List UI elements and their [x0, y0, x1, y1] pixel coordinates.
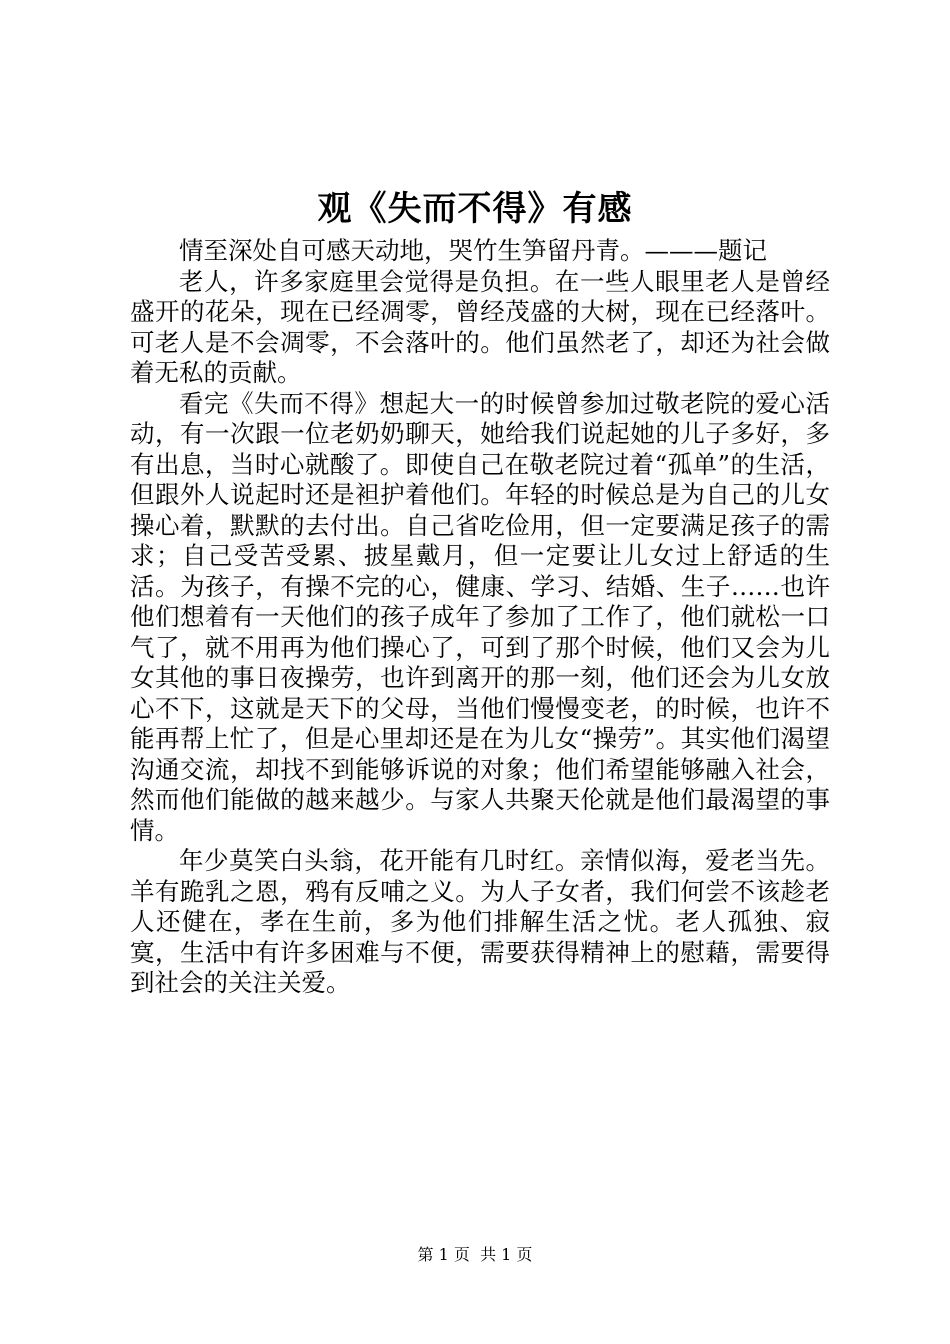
page-number: 第 1 页 [417, 1245, 470, 1264]
page-footer [0, 1244, 950, 1266]
page-total: 共 1 页 [480, 1245, 533, 1264]
epigraph-paragraph: 情至深处自可感天动地，哭竹生笋留丹青。———题记 [179, 236, 767, 265]
body-paragraph: 看完《失而不得》想起大一的时候曾参加过敬老院的爱心活动，有一次跟一位老奶奶聊天，她给我们说起她的儿子多好，多有出息，当时心就酸了。即使自己在敬老院过着“孤单”的生活，但跟外人说起时还是袒护着他们。年轻的时候总是为自己的儿女操心着，默默的去付出。自己省吃俭用，但一定要满足孩子的需求；自己受苦受累、披星戴月，但一定要让儿女过上舒适的生活。为孩子，有操不完的心，健康、学习、结婚、生子……也许他们想着有一天他们的孩子成年了参加了工作了，他们就松一口气了，就不用再为他们操心了，可到了那个时候，他们又会为儿女其他的事日夜操劳，也许到离开的那一刻，他们还会为儿女放心不下，这就是天下的父母，当他们慢慢变老，的时候，也许不能再帮上忙了，但是心里却还是在为儿女“操劳”。其实他们渴望沟通交流，却找不到能够诉说的对象；他们希望能够融入社会，然而他们能做的越来越少。与家人共聚天伦就是他们最渴望的事情。 [130, 388, 830, 845]
body-paragraph: 年少莫笑白头翁，花开能有几时红。亲情似海，爱老当先。羊有跪乳之恩，鸦有反哺之义。为人子女者，我们何尝不该趁老人还健在，孝在生前，多为他们排解生活之忧。老人孤独、寂寞，生活中有许多困难与不便，需要获得精神上的慰藉，需要得到社会的关注关爱。 [130, 846, 830, 997]
body-paragraph: 老人，许多家庭里会觉得是负担。在一些人眼里老人是曾经盛开的花朵，现在已经凋零，曾经茂盛的大树，现在已经落叶。可老人是不会凋零，不会落叶的。他们虽然老了，却还为社会做着无私的贡献。 [130, 266, 830, 387]
document-body [130, 236, 830, 999]
document-title: 观《失而不得》有感 [317, 189, 633, 229]
